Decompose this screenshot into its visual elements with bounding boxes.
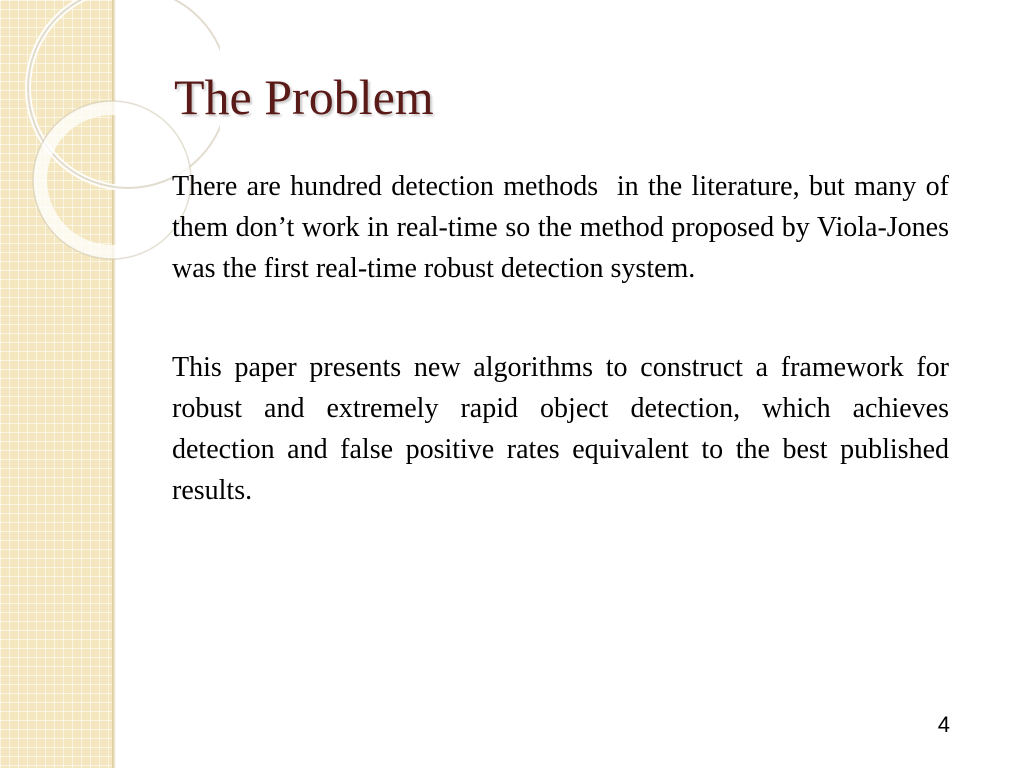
slide-title: The Problem [174,69,434,125]
body-paragraph-2: This paper presents new algorithms to construct a framework for robust and extremely rapid object detection, which achieves detection and false positive rates equivalent to the best published results. [172,352,956,506]
body-paragraph-1: There are hundred detection methods in the literature, but many of them don’t work in real-time so the method proposed by Viola-Jones was the first real-time robust detection system. [172,171,956,284]
slide-number: 4 [937,712,950,737]
slide-body [172,166,956,511]
